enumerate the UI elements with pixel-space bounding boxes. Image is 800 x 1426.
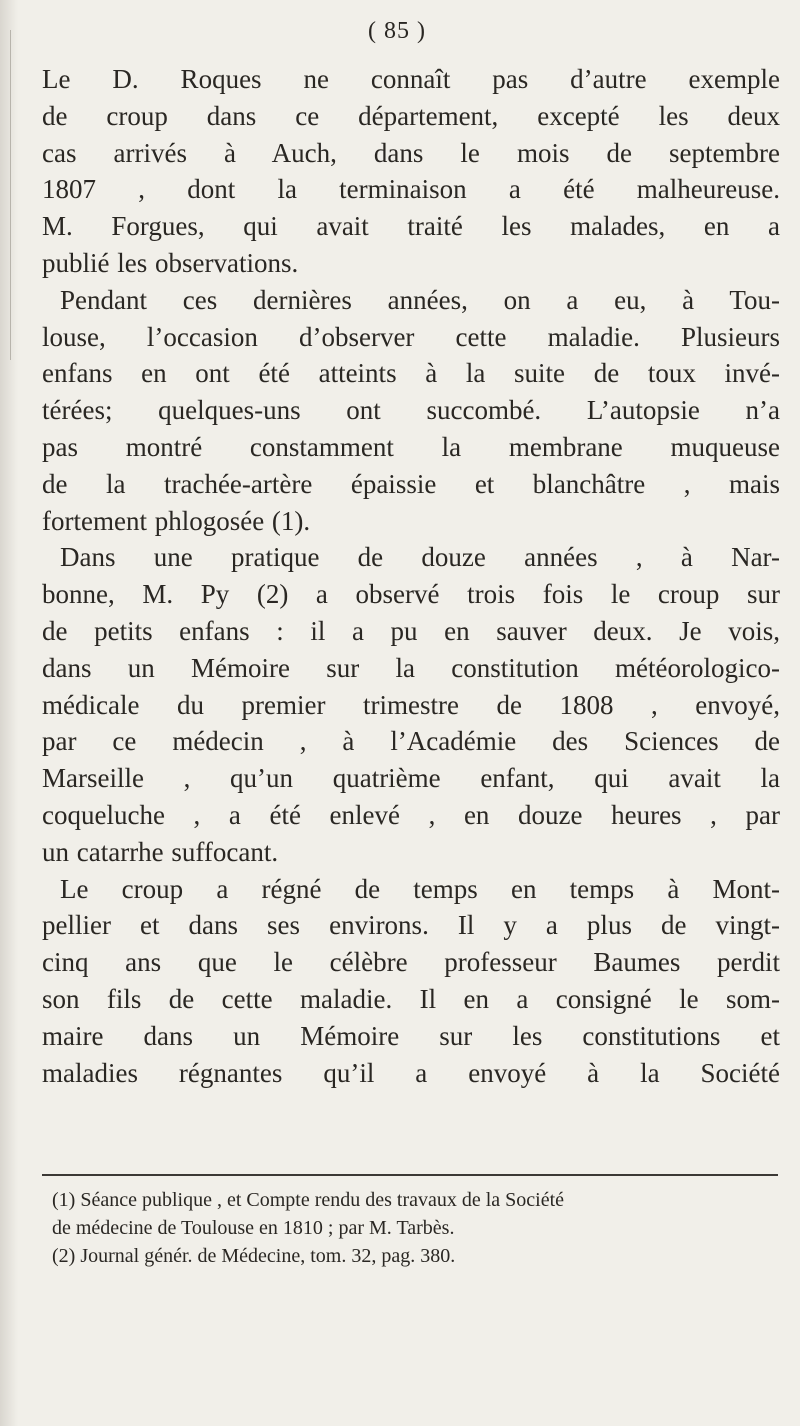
text-line: pellier et dans ses environs. Il y a plus de vingt- [42, 910, 780, 941]
binding-line [10, 30, 11, 360]
footnote-line: (2) Journal génér. de Médecine, tom. 32, pag. 380. [52, 1245, 456, 1267]
footnote-line: de médecine de Toulouse en 1810 ; par M. Tarbès. [52, 1217, 455, 1239]
text-line: Dans une pratique de douze années , à Nar- [60, 542, 780, 573]
text-line: médicale du premier trimestre de 1808 , envoyé, [42, 689, 780, 720]
text-line: dans un Mémoire sur la constitution météorologico- [42, 652, 780, 683]
text-line: publié les observations. [42, 247, 299, 278]
text-line: Le croup a régné de temps en temps à Mont- [60, 873, 780, 904]
page-number: ( 85 ) [368, 18, 426, 44]
text-line: cinq ans que le célèbre professeur Baumes perdit [42, 947, 780, 978]
text-line: bonne, M. Py (2) a observé trois fois le croup sur [42, 579, 780, 610]
text-line: 1807 , dont la terminaison a été malheureuse. [42, 174, 780, 205]
text-line: enfans en ont été atteints à la suite de toux invé- [42, 358, 780, 389]
body-text [42, 61, 780, 1091]
text-line: son fils de cette maladie. Il en a consigné le som- [42, 983, 780, 1014]
text-line: de croup dans ce département, excepté les deux [42, 100, 780, 131]
text-line: coqueluche , a été enlevé , en douze heures , par [42, 799, 780, 830]
text-line: maire dans un Mémoire sur les constitutions et [42, 1020, 780, 1051]
text-line: par ce médecin , à l’Académie des Sciences de [42, 726, 780, 757]
text-line: cas arrivés à Auch, dans le mois de septembre [42, 137, 780, 168]
text-line: un catarrhe suffocant. [42, 836, 279, 867]
text-line: Marseille , qu’un quatrième enfant, qui avait la [42, 763, 780, 794]
text-line: maladies régnantes qu’il a envoyé à la Société [42, 1057, 780, 1088]
footnote-line: (1) Séance publique , et Compte rendu des travaux de la Société [52, 1189, 565, 1211]
text-line: Pendant ces dernières années, on a eu, à Tou- [60, 284, 780, 315]
page-edge-shadow [0, 0, 18, 1426]
text-line: térées; quelques-uns ont succombé. L’autopsie n’a [42, 395, 780, 426]
text-line: Le D. Roques ne connaît pas d’autre exemple [42, 64, 780, 94]
footnote-rule [42, 1174, 778, 1176]
text-line: pas montré constamment la membrane muqueuse [42, 431, 780, 462]
text-line: louse, l’occasion d’observer cette maladie. Plusieurs [42, 321, 780, 352]
footnotes [52, 1186, 782, 1270]
text-line: de petits enfans : il a pu en sauver deux. Je vois, [42, 615, 780, 646]
text-line: M. Forgues, qui avait traité les malades, en a [42, 211, 780, 242]
text-line: fortement phlogosée (1). [42, 505, 311, 536]
text-line: de la trachée-artère épaissie et blanchâtre , mais [42, 468, 780, 499]
